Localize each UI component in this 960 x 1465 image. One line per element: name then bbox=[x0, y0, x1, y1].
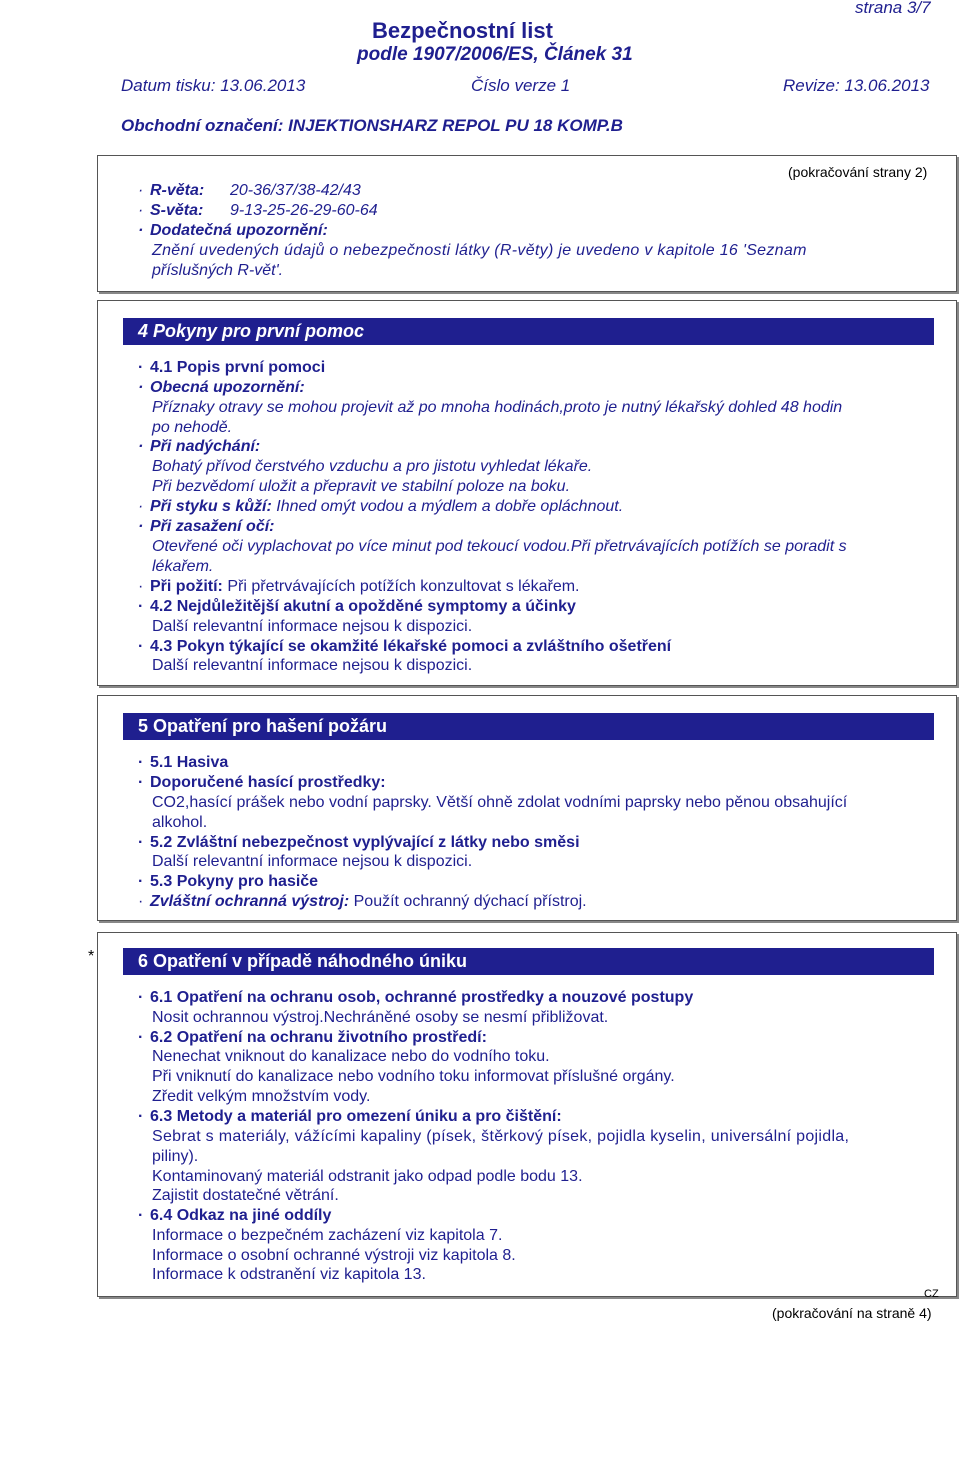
r-phrase-row: · R-věta: 20-36/37/38-42/43 bbox=[138, 182, 361, 199]
s-phrase-value: 9-13-25-26-29-60-64 bbox=[230, 202, 378, 219]
additional-notes-text-2: příslušných R-vět'. bbox=[152, 262, 284, 279]
general-notes-text-1: Příznaky otravy se mohou projevit až po mnoha hodinách,proto je nutný lékařský dohled 48 hodin bbox=[152, 399, 843, 416]
s64-heading: · 6.4 Odkaz na jiné oddíly bbox=[138, 1207, 332, 1224]
ingestion-label: Při požití: bbox=[150, 578, 223, 595]
s62-text-3: Zředit velkým množstvím vody. bbox=[152, 1088, 371, 1105]
s62-text-2: Při vniknutí do kanalizace nebo vodního toku informovat příslušné orgány. bbox=[152, 1068, 675, 1085]
s52-heading: · 5.2 Zvláštní nebezpečnost vyplývající z látky nebo směsi bbox=[138, 834, 580, 851]
r-phrase-label: R-věta: bbox=[150, 182, 205, 199]
s52-text: Další relevantní informace nejsou k dispozici. bbox=[152, 853, 473, 870]
skin-contact-row: · Při styku s kůží: Ihned omýt vodou a mýdlem a dobře opláchnout. bbox=[138, 498, 624, 515]
continued-from-label: (pokračování strany 2) bbox=[788, 164, 928, 180]
general-notes-label: · Obecná upozornění: bbox=[138, 379, 305, 396]
language-code: CZ bbox=[924, 1288, 939, 1300]
eye-contact-text-1: Otevřené oči vyplachovat po více minut pod tekoucí vodou.Při přetrvávajících potížích se poradit s bbox=[152, 538, 847, 555]
s51-heading: · 5.1 Hasiva bbox=[138, 754, 229, 771]
s42-heading: · 4.2 Nejdůležitější akutní a opožděné symptomy a účinky bbox=[138, 598, 576, 615]
s43-text: Další relevantní informace nejsou k dispozici. bbox=[152, 657, 473, 674]
s63-text-1: Sebrat s materiály, vážícími kapaliny (písek, štěrkový písek, pojidla kyselin, universální pojidla, bbox=[152, 1128, 850, 1145]
print-date: Datum tisku: 13.06.2013 bbox=[121, 76, 306, 95]
revision-marker: * bbox=[88, 948, 95, 965]
s42-text: Další relevantní informace nejsou k dispozici. bbox=[152, 618, 473, 635]
version-number: Číslo verze 1 bbox=[471, 76, 571, 95]
trade-name: Obchodní označení: INJEKTIONSHARZ REPOL PU 18 KOMP.B bbox=[121, 116, 623, 135]
s64-text-3: Informace k odstranění viz kapitola 13. bbox=[152, 1266, 426, 1283]
s64-text-2: Informace o osobní ochranné výstroji viz kapitola 8. bbox=[152, 1247, 516, 1264]
s43-heading: · 4.3 Pokyn týkající se okamžité lékařské pomoci a zvláštního ošetření bbox=[138, 638, 672, 655]
skin-contact-text: Ihned omýt vodou a mýdlem a dobře opláchnout. bbox=[276, 498, 624, 515]
section-6-title: 6 Opatření v případě náhodného úniku bbox=[123, 948, 934, 975]
s63-heading: · 6.3 Metody a materiál pro omezení úniku a pro čištění: bbox=[138, 1108, 562, 1125]
s-phrase-label: S-věta: bbox=[150, 202, 204, 219]
s62-heading: · 6.2 Opatření na ochranu životního prostředí: bbox=[138, 1029, 487, 1046]
inhalation-text-2: Při bezvědomí uložit a přepravit ve stabilní poloze na boku. bbox=[152, 478, 571, 495]
s64-text-1: Informace o bezpečném zacházení viz kapitola 7. bbox=[152, 1227, 503, 1244]
protective-equipment-row: · Zvláštní ochranná výstroj: Použít ochranný dýchací přístroj. bbox=[138, 893, 587, 910]
revision-date: Revize: 13.06.2013 bbox=[783, 76, 930, 95]
eye-contact-label: · Při zasažení očí: bbox=[138, 518, 275, 535]
additional-notes-text-1: Znění uvedených údajů o nebezpečnosti látky (R-věty) je uvedeno v kapitole 16 'Seznam bbox=[152, 242, 807, 259]
general-notes-text-2: po nehodě. bbox=[152, 419, 233, 436]
inhalation-label: · Při nadýchání: bbox=[138, 438, 261, 455]
section-5-title: 5 Opatření pro hašení požáru bbox=[123, 713, 934, 740]
document-subtitle: podle 1907/2006/ES, Článek 31 bbox=[357, 44, 633, 65]
extinguishing-text-2: alkohol. bbox=[152, 814, 208, 831]
extinguishing-label: · Doporučené hasící prostředky: bbox=[138, 774, 386, 791]
page-number: strana 3/7 bbox=[855, 0, 931, 17]
s61-text: Nosit ochrannou výstroj.Nechráněné osoby se nesmí přibližovat. bbox=[152, 1009, 609, 1026]
extinguishing-text-1: CO2,hasící prášek nebo vodní paprsky. Větší ohně zdolat vodními paprsky nebo pěnou obsahující bbox=[152, 794, 848, 811]
ingestion-row: · Při požití: Při přetrvávajících potížích konzultovat s lékařem. bbox=[138, 578, 580, 595]
s63-text-4: Zajistit dostatečné větrání. bbox=[152, 1187, 339, 1204]
protective-equipment-label: Zvláštní ochranná výstroj: bbox=[150, 893, 350, 910]
s63-text-2: piliny). bbox=[152, 1148, 199, 1165]
s-phrase-row: · S-věta: 9-13-25-26-29-60-64 bbox=[138, 202, 378, 219]
s63-text-3: Kontaminovaný materiál odstranit jako odpad podle bodu 13. bbox=[152, 1168, 583, 1185]
r-phrase-value: 20-36/37/38-42/43 bbox=[230, 182, 361, 199]
s62-text-1: Nenechat vniknout do kanalizace nebo do vodního toku. bbox=[152, 1048, 550, 1065]
s41-heading: · 4.1 Popis první pomoci bbox=[138, 359, 326, 376]
skin-contact-label: Při styku s kůží: bbox=[150, 498, 272, 515]
additional-notes-label: · Dodatečná upozornění: bbox=[138, 222, 328, 239]
s61-heading: · 6.1 Opatření na ochranu osob, ochranné prostředky a nouzové postupy bbox=[138, 989, 694, 1006]
section-4-title: 4 Pokyny pro první pomoc bbox=[123, 318, 934, 345]
continued-on-label: (pokračování na straně 4) bbox=[772, 1305, 932, 1321]
continuation-box bbox=[97, 155, 957, 292]
inhalation-text-1: Bohatý přívod čerstvého vzduchu a pro jistotu vyhledat lékaře. bbox=[152, 458, 593, 475]
ingestion-text: Při přetrvávajících potížích konzultovat s lékařem. bbox=[227, 578, 580, 595]
eye-contact-text-2: lékařem. bbox=[152, 558, 214, 575]
s53-heading: · 5.3 Pokyny pro hasiče bbox=[138, 873, 319, 890]
protective-equipment-text: Použít ochranný dýchací přístroj. bbox=[353, 893, 587, 910]
document-title: Bezpečnostní list bbox=[372, 18, 553, 43]
